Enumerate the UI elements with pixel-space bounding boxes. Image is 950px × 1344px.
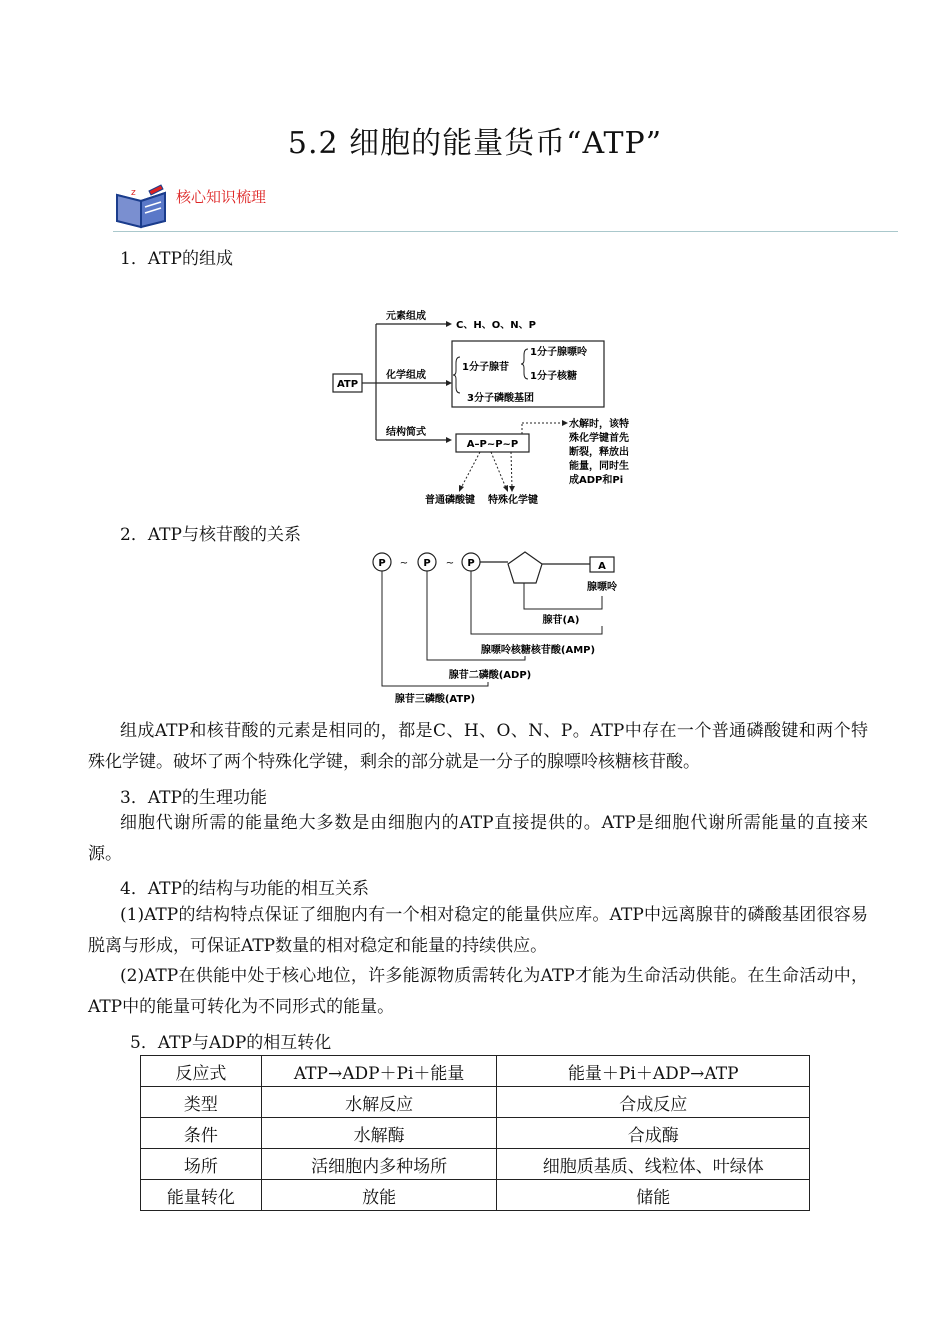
section-heading-5: 5．ATP与ADP的相互转化 bbox=[130, 1033, 332, 1053]
ribose-pentagon bbox=[508, 552, 542, 583]
table-cell: 活细胞内多种场所 bbox=[261, 1149, 497, 1180]
table-row bbox=[141, 1149, 810, 1180]
svg-text:z: z bbox=[131, 188, 136, 198]
table-cell: 水解反应 bbox=[261, 1087, 497, 1118]
amp-label: 腺嘌呤核糖核苷酸(AMP) bbox=[480, 645, 596, 656]
atp-root-label: ATP bbox=[336, 379, 359, 390]
adenosine-text: 1分子腺苷 bbox=[462, 362, 509, 373]
table-cell: 合成反应 bbox=[497, 1087, 810, 1118]
table-cell: 类型 bbox=[141, 1087, 262, 1118]
ribose-text: 1分子核糖 bbox=[530, 371, 577, 382]
divider bbox=[113, 231, 898, 232]
table-cell: 能量转化 bbox=[141, 1180, 262, 1211]
paragraph-composition: 组成ATP和核苷酸的元素是相同的，都是C、H、O、N、P。ATP中存在一个普通磷酸键和两个特殊化学键。破坏了两个特殊化学键，剩余的部分就是一分子的腺嘌呤核糖核苷酸。 bbox=[88, 721, 868, 772]
table-row bbox=[141, 1087, 810, 1118]
table-row bbox=[141, 1180, 810, 1211]
phosphate-label-1: P bbox=[378, 558, 386, 569]
table-cell: 放能 bbox=[261, 1180, 497, 1211]
phosphate-label-2: P bbox=[423, 558, 431, 569]
branch-structure-label: 结构简式 bbox=[386, 427, 426, 438]
table-cell: 细胞质基质、线粒体、叶绿体 bbox=[497, 1149, 810, 1180]
paragraph-structure-1: (1)ATP的结构特点保证了细胞内有一个相对稳定的能量供应库。ATP中远离腺苷的磷酸基团很容易脱离与形成，可保证ATP数量的相对稳定和能量的持续供应。 bbox=[88, 905, 868, 956]
branch-elements-label: 元素组成 bbox=[386, 311, 426, 322]
note-line-3: 断裂，释放出 bbox=[569, 447, 629, 458]
section-heading-3: 3．ATP的生理功能 bbox=[120, 788, 267, 808]
elements-text: C、H、O、N、P bbox=[456, 320, 536, 331]
special-bond-label: 特殊化学键 bbox=[488, 495, 538, 506]
book-icon bbox=[113, 183, 173, 229]
atp-composition-diagram bbox=[330, 305, 650, 515]
phosphate-text: 3分子磷酸基团 bbox=[467, 393, 534, 404]
paragraph-structure-2: (2)ATP在供能中处于核心地位，许多能源物质需转化为ATP才能为生命活动供能。在生命活动中，ATP中的能量可转化为不同形式的能量。 bbox=[88, 966, 868, 1017]
table-cell: 储能 bbox=[497, 1180, 810, 1211]
phosphate-label-3: P bbox=[467, 558, 475, 569]
note-line-1: 水解时，该特 bbox=[569, 419, 629, 430]
tilde-2: ~ bbox=[445, 558, 455, 569]
page-title: 5.2 细胞的能量货币“ATP” bbox=[287, 126, 663, 161]
table-cell: ATP→ADP＋Pi＋能量 bbox=[261, 1056, 497, 1087]
note-line-5: 成ADP和Pi bbox=[569, 475, 624, 486]
atp-adp-table bbox=[140, 1055, 810, 1211]
atp-nucleotide-diagram bbox=[360, 546, 630, 716]
table-row bbox=[141, 1118, 810, 1149]
branch-chemical-label: 化学组成 bbox=[386, 370, 426, 381]
adenine-label: 腺嘌呤 bbox=[587, 582, 617, 593]
section-heading-1: 1．ATP的组成 bbox=[120, 249, 233, 269]
note-line-2: 殊化学键首先 bbox=[569, 433, 629, 444]
adenosine-label: 腺苷(A) bbox=[542, 615, 580, 626]
section-heading-2: 2．ATP与核苷酸的关系 bbox=[120, 525, 301, 545]
table-cell: 场所 bbox=[141, 1149, 262, 1180]
tilde-1: ~ bbox=[399, 558, 409, 569]
adenine-box-label: A bbox=[598, 561, 606, 572]
table-cell: 能量＋Pi＋ADP→ATP bbox=[497, 1056, 810, 1087]
paragraph-function: 细胞代谢所需的能量绝大多数是由细胞内的ATP直接提供的。ATP是细胞代谢所需能量的直接来源。 bbox=[88, 813, 868, 864]
table-row bbox=[141, 1056, 810, 1087]
table-cell: 合成酶 bbox=[497, 1118, 810, 1149]
table-cell: 条件 bbox=[141, 1118, 262, 1149]
section-heading-4: 4．ATP的结构与功能的相互关系 bbox=[120, 879, 369, 899]
adenine-text: 1分子腺嘌呤 bbox=[530, 347, 587, 358]
formula-text: A–P~P~P bbox=[466, 439, 519, 450]
banner-label: 核心知识梳理 bbox=[176, 188, 267, 206]
normal-bond-label: 普通磷酸键 bbox=[425, 495, 475, 506]
table-cell: 水解酶 bbox=[261, 1118, 497, 1149]
note-line-4: 能量，同时生 bbox=[569, 461, 629, 472]
adp-label: 腺苷二磷酸(ADP) bbox=[448, 670, 532, 681]
table-cell: 反应式 bbox=[141, 1056, 262, 1087]
atp-label: 腺苷三磷酸(ATP) bbox=[394, 694, 476, 705]
